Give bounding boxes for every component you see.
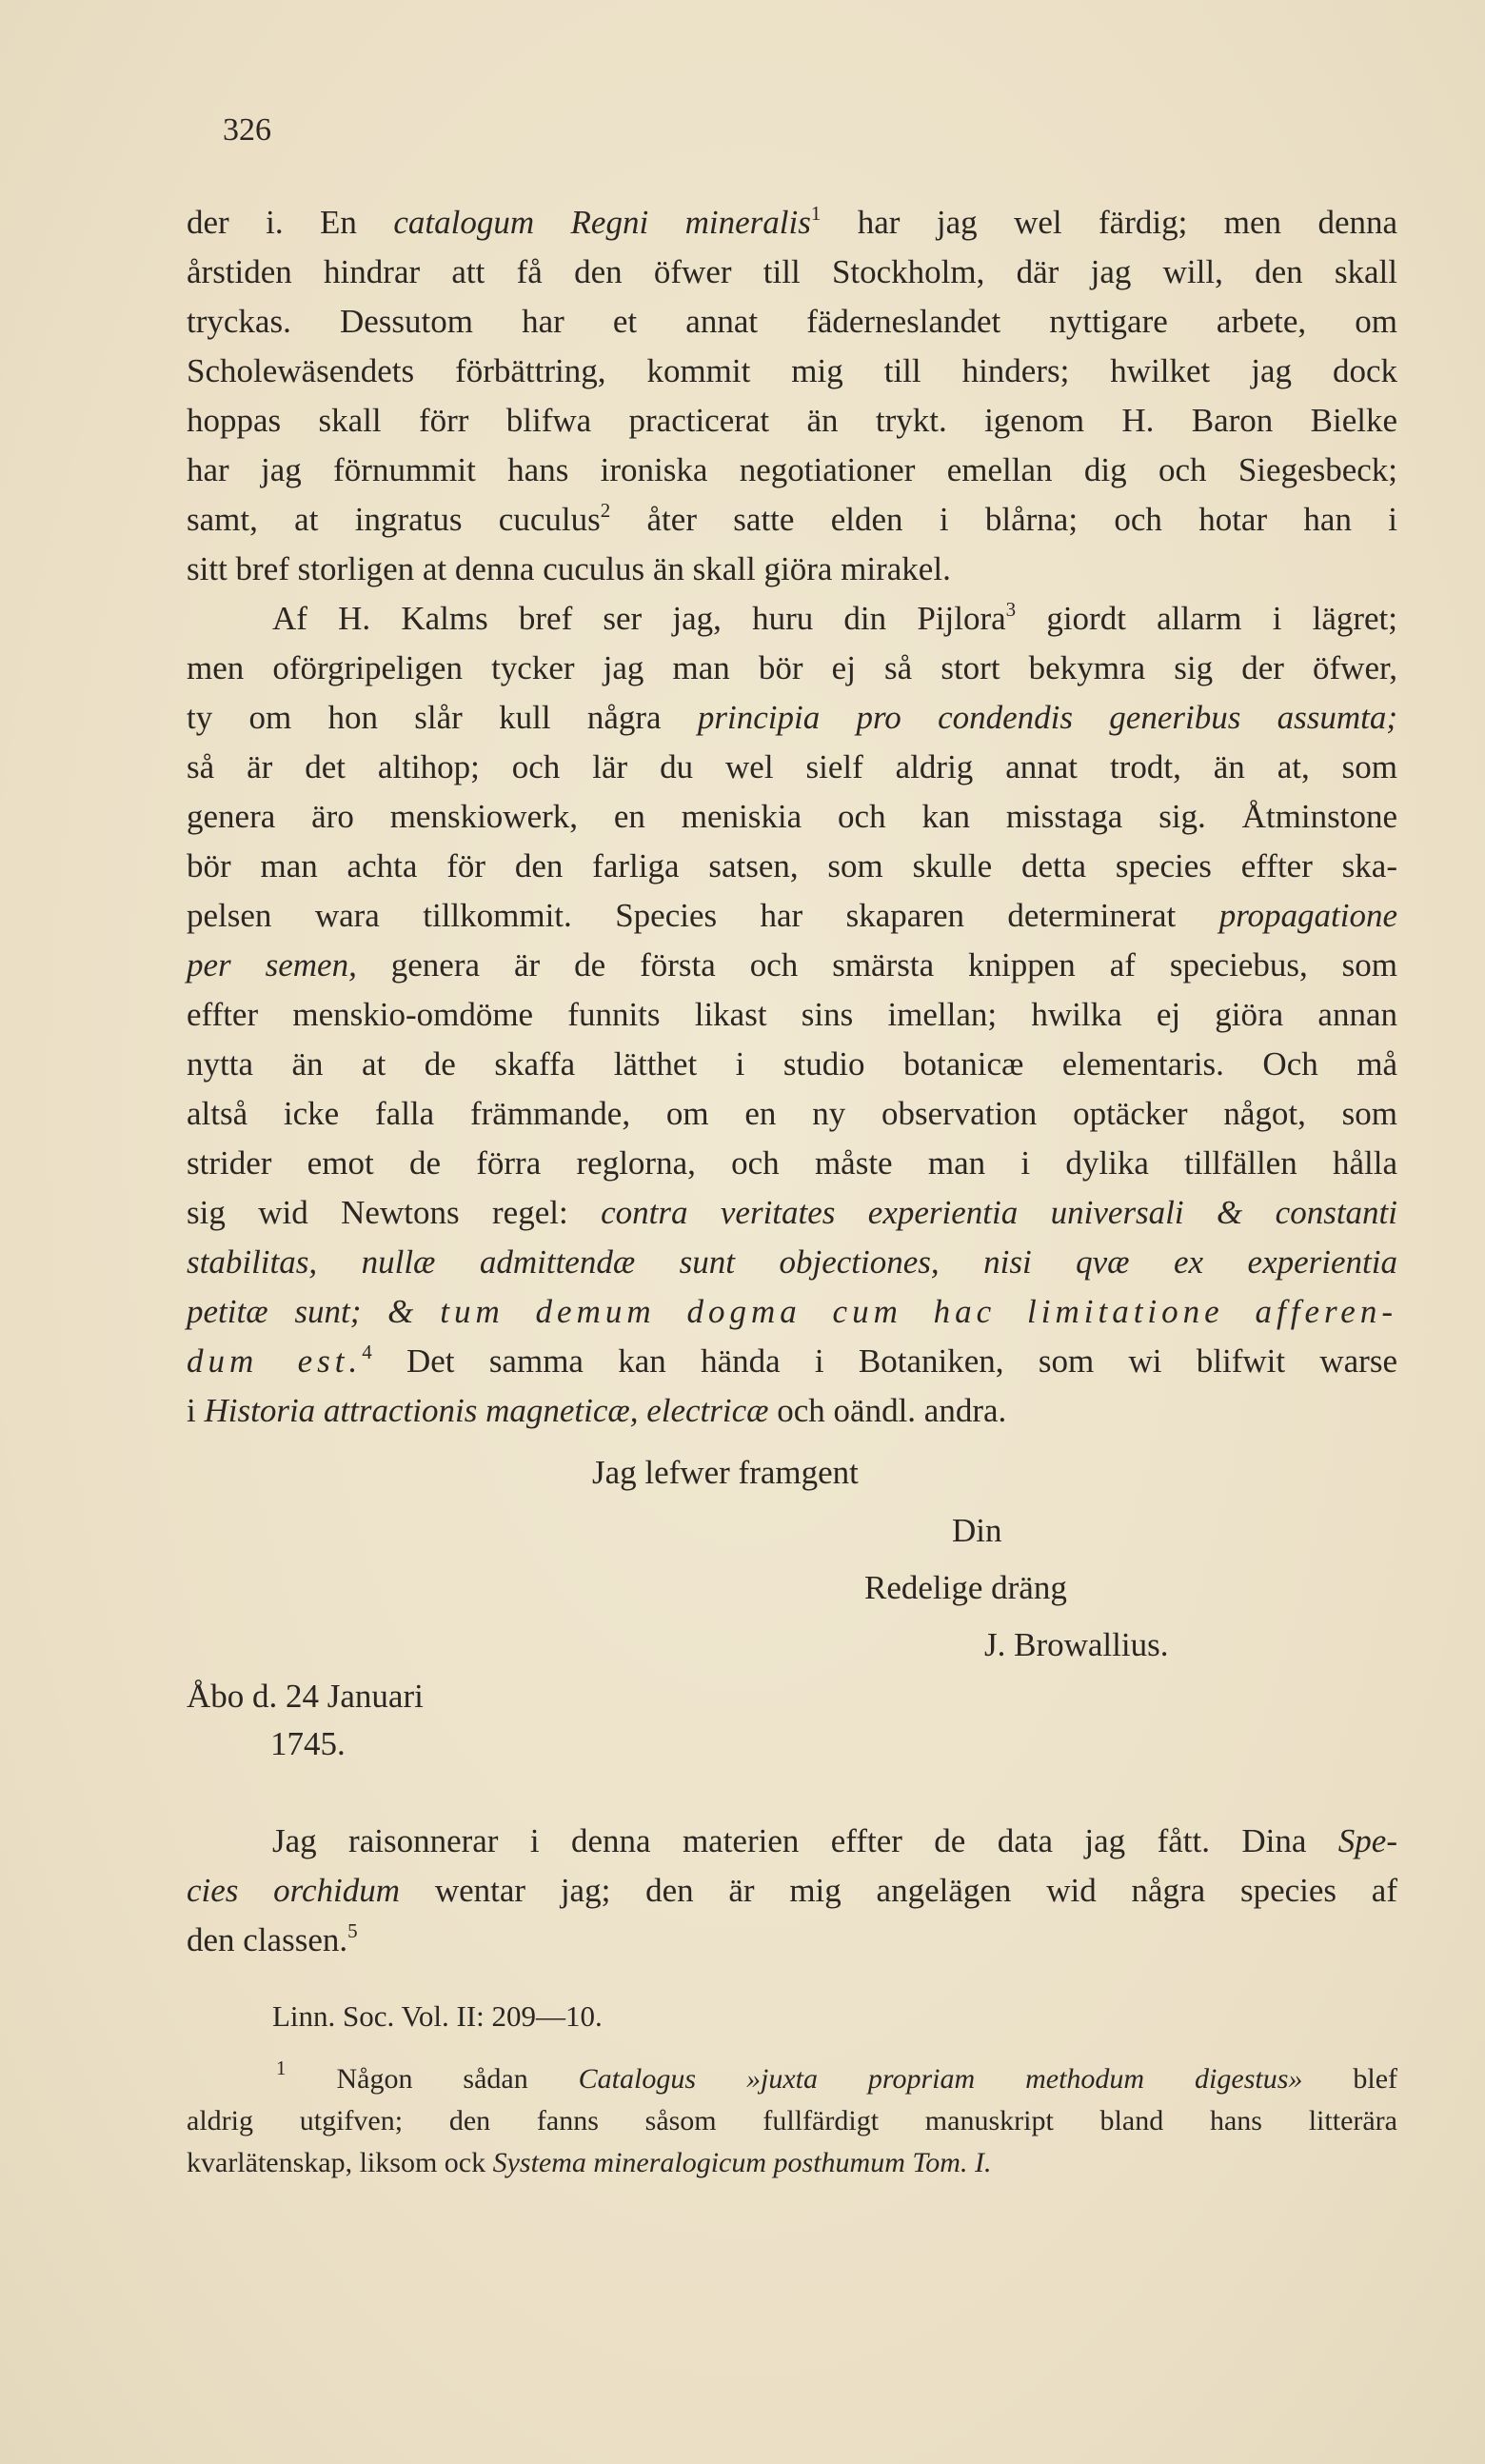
text-line: hoppas skall förr blifwa practicerat än trykt. igenom H. Baron Bielke xyxy=(187,402,1397,439)
text-line: per semen, genera är de första och smärsta knippen af speciebus, som xyxy=(187,946,1397,984)
closing-din: Din xyxy=(952,1512,1002,1549)
text-line: den classen.$^5$ xyxy=(187,1919,358,1958)
text-line: pelsen wara tillkommit. Species har skaparen determinerat propagatione xyxy=(187,897,1397,934)
footnote-ref: 1 xyxy=(810,202,822,225)
text-line: Af H. Kalms bref ser jag, huru din Pijlora$^3$ giordt allarm i lägret; xyxy=(272,598,1397,637)
text-line: ty om hon slår kull några principia pro condendis generibus assumta; xyxy=(187,699,1398,736)
text-line: petitæ sunt; & tum demum dogma cum hac limitatione afferen- xyxy=(187,1293,1397,1330)
text-line: altså icke falla främmande, om en ny observation optäcker något, som xyxy=(187,1095,1397,1132)
text-line: i Historia attractionis magneticæ, electricæ och oändl. andra. xyxy=(187,1392,1007,1429)
footnote-ref: 5 xyxy=(347,1919,358,1942)
text-line: årstiden hindrar att få den öfwer till Stockholm, där jag will, den skall xyxy=(187,253,1397,290)
text-line: effter menskio-omdöme funnits likast sins imellan; hwilka ej giöra annan xyxy=(187,996,1397,1033)
source-citation: Linn. Soc. Vol. II: 209—10. xyxy=(272,1999,603,2033)
text-line: sitt bref storligen at denna cuculus än skall giöra mirakel. xyxy=(187,550,951,587)
footnote-line: $^1$ Någon sådan Catalogus »juxta propriam methodum digestus» blef xyxy=(276,2057,1398,2095)
salutation: Jag lefwer framgent xyxy=(592,1454,859,1491)
closing-servant: Redelige dräng xyxy=(864,1569,1067,1606)
footnote-line: kvarlätenskap, liksom ock Systema mineralogicum posthumum Tom. I. xyxy=(187,2147,992,2178)
footnote-mark: 1 xyxy=(276,2057,287,2079)
footnote-ref: 3 xyxy=(1005,598,1017,621)
text-line: Jag raisonnerar i denna materien effter de data jag fått. Dina Spe- xyxy=(272,1822,1397,1859)
text-line: samt, at ingratus cuculus$^2$ åter satte elden i blårna; och hotar han i xyxy=(187,499,1397,538)
text-line: tryckas. Dessutom har et annat fäderneslandet nyttigare arbete, om xyxy=(187,303,1397,340)
text-line: dum est.$^4$ Det samma kan hända i Botaniken, som wi blifwit warse xyxy=(187,1341,1397,1380)
text-line: sig wid Newtons regel: contra veritates experientia universali & constanti xyxy=(187,1194,1397,1231)
text-line: der i. En catalogum Regni mineralis$^1$ har jag wel färdig; men denna xyxy=(187,202,1398,241)
text-line: cies orchidum wentar jag; den är mig angelägen wid några species af xyxy=(187,1872,1397,1909)
letter-date: Åbo d. 24 Januari xyxy=(187,1678,424,1715)
page-number: 326 xyxy=(223,112,271,148)
letter-year: 1745. xyxy=(270,1725,346,1762)
footnote-line: aldrig utgifven; den fanns såsom fullfärdigt manuskript bland hans litterära xyxy=(187,2105,1397,2136)
text-line: bör man achta för den farliga satsen, som skulle detta species effter ska- xyxy=(187,847,1397,884)
text-line: nytta än at de skaffa lätthet i studio botanicæ elementaris. Och må xyxy=(187,1045,1397,1083)
text-line: strider emot de förra reglorna, och måste man i dylika tillfällen hålla xyxy=(187,1144,1397,1182)
text-line: Scholewäsendets förbättring, kommit mig till hinders; hwilket jag dock xyxy=(187,352,1397,389)
text-line: genera äro menskiowerk, en meniskia och kan misstaga sig. Åtminstone xyxy=(187,798,1397,835)
signature: J. Browallius. xyxy=(984,1626,1169,1663)
text-line: men oförgripeligen tycker jag man bör ej så stort bekymra sig der öfwer, xyxy=(187,649,1397,686)
footnotes xyxy=(187,2058,1397,2184)
letter-body xyxy=(187,198,1397,1436)
text-line: så är det altihop; och lär du wel sielf aldrig annat trodt, än at, som xyxy=(187,748,1397,785)
footnote-ref: 4 xyxy=(362,1341,372,1363)
footnote-ref: 2 xyxy=(600,499,611,522)
text-line: stabilitas, nullæ admittendæ sunt objectiones, nisi qvæ ex experientia xyxy=(187,1243,1397,1281)
text-line: har jag förnummit hans ironiska negotiationer emellan dig och Siegesbeck; xyxy=(187,451,1397,488)
second-letter xyxy=(187,1817,1397,1965)
